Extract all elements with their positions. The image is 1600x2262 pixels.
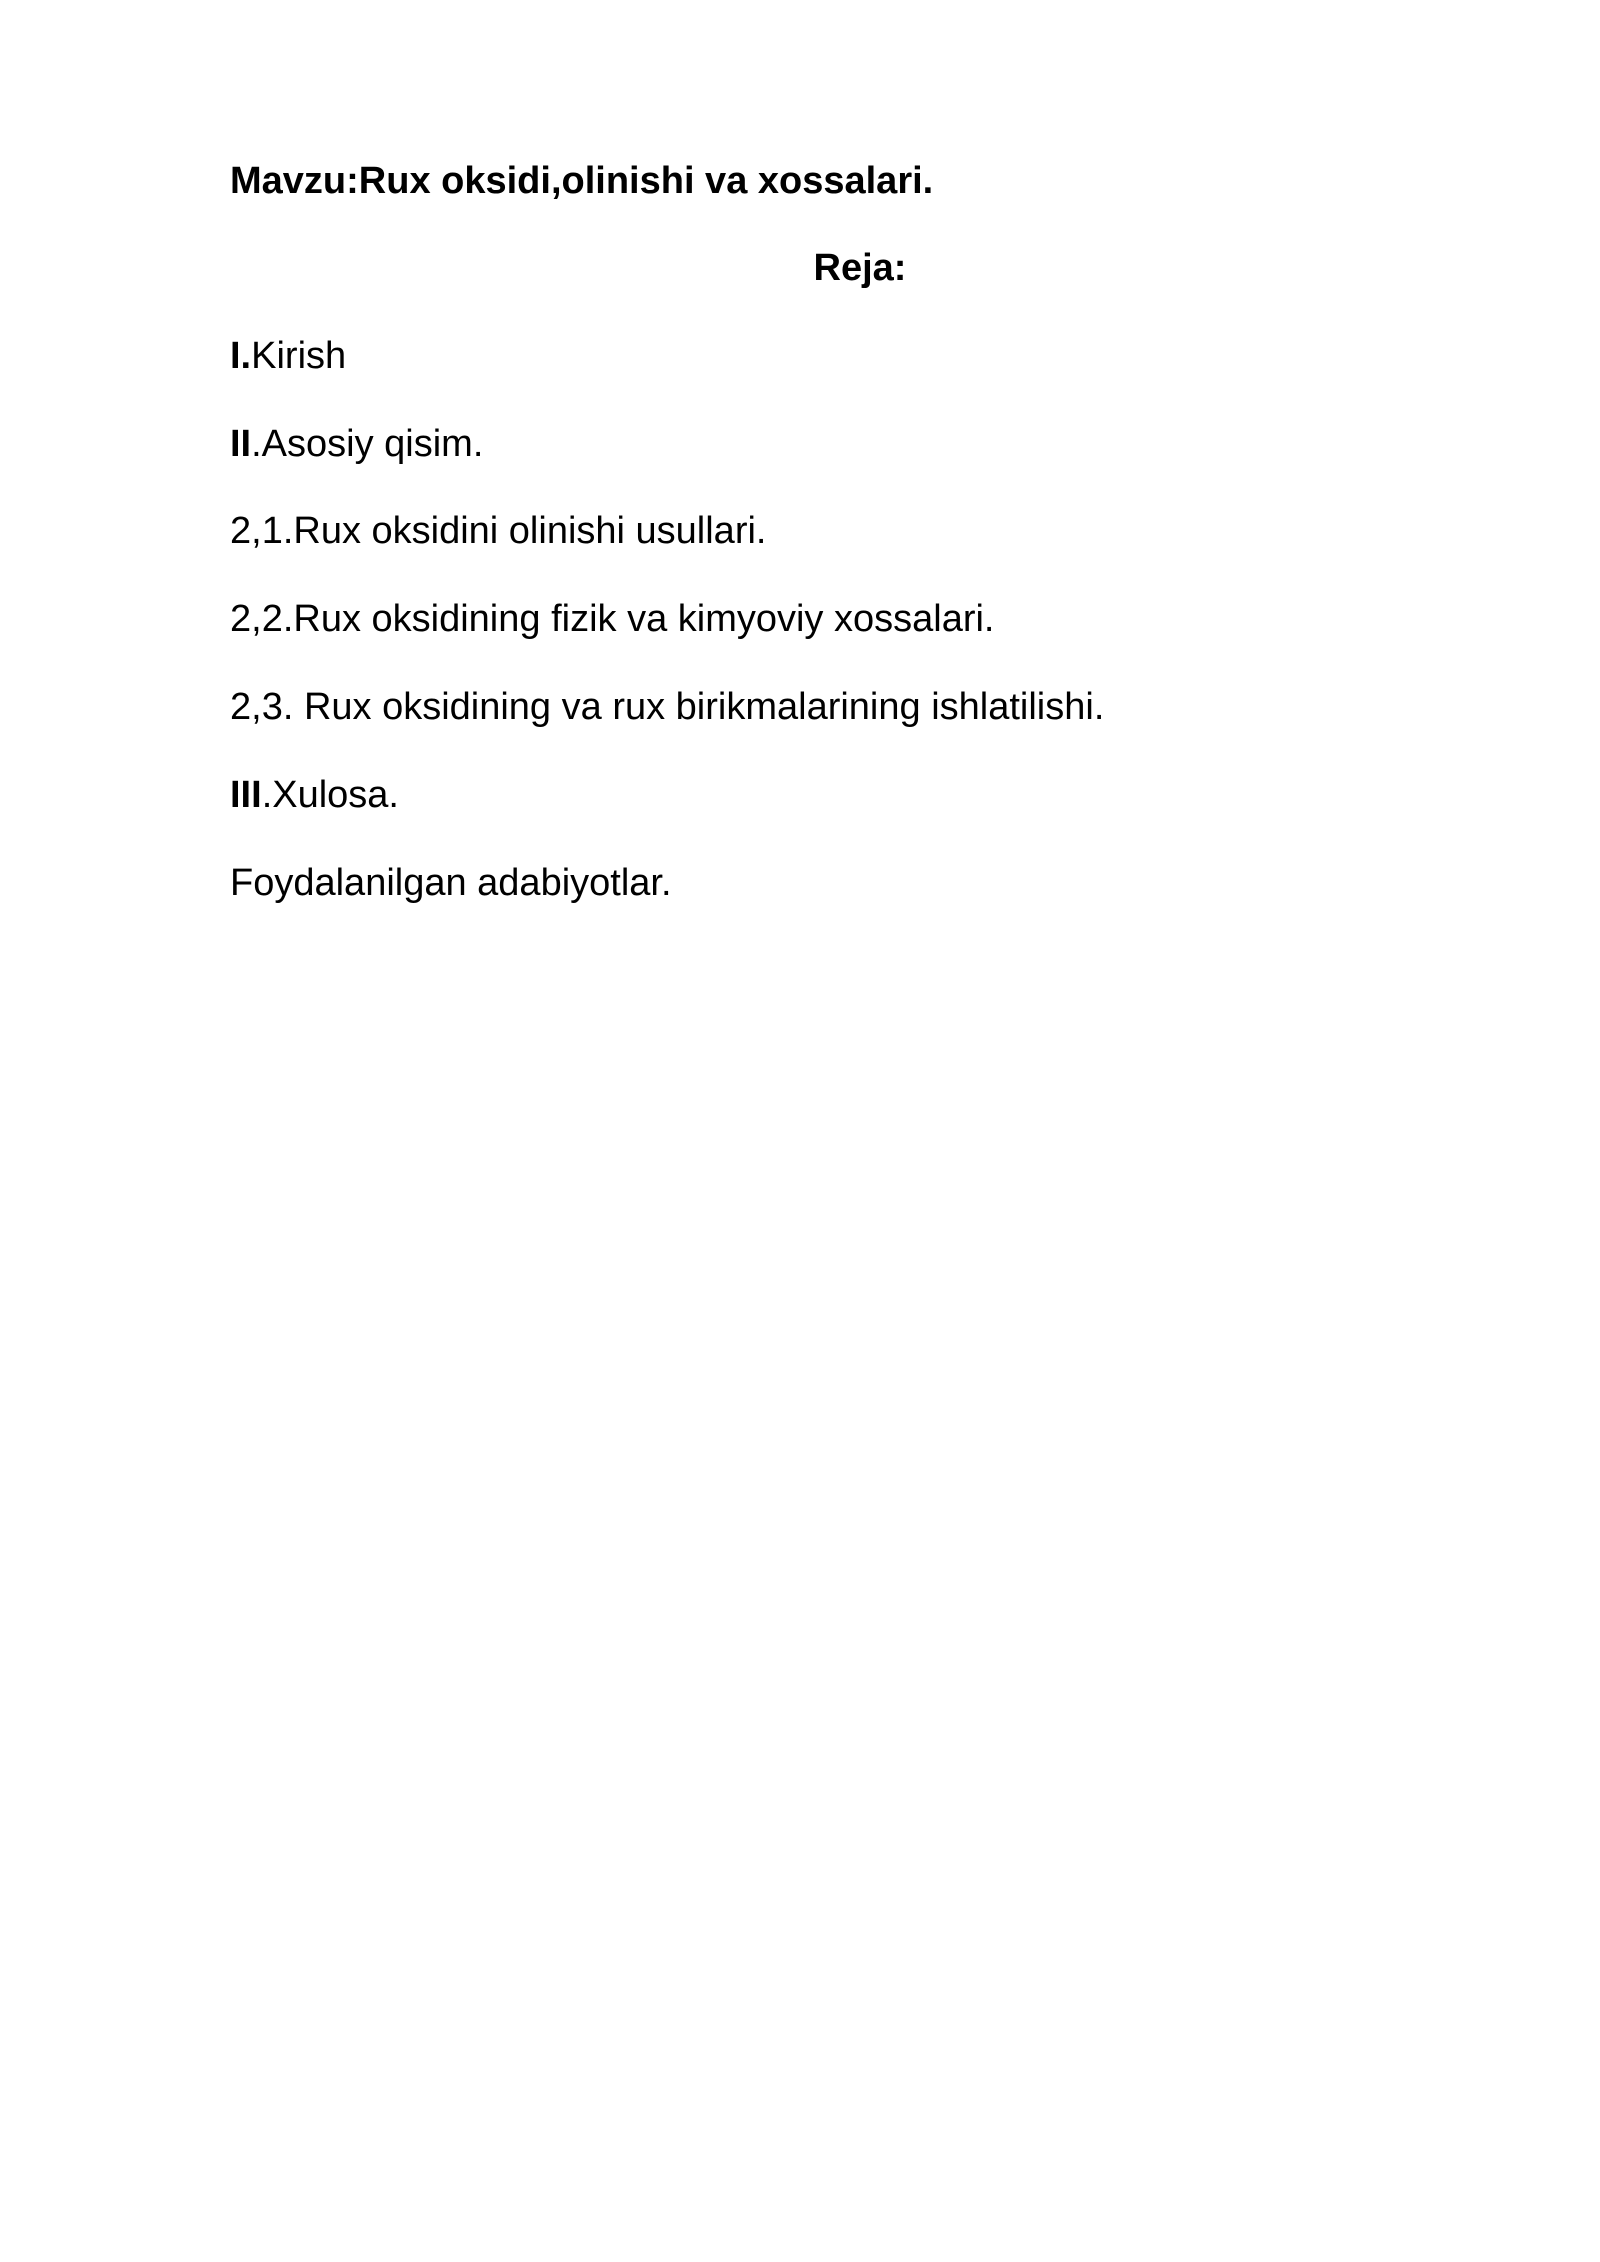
plan-item-main [230, 420, 483, 468]
plan-item-references: Foydalanilgan adabiyotlar. [230, 862, 672, 904]
plan-item-conclusion [230, 771, 399, 819]
plan-item-text: .Asosiy qisim. [251, 423, 484, 465]
plan-item-intro [230, 332, 346, 380]
plan-item-text: .Xulosa. [261, 774, 399, 816]
plan-subitem-2-2: 2,2.Rux oksidining fizik va kimyoviy xossalari. [230, 598, 995, 640]
plan-heading: Reja: [813, 247, 907, 289]
plan-item-numeral: III [230, 774, 262, 816]
plan-subitem-2-1: 2,1.Rux oksidini olinishi usullari. [230, 510, 767, 552]
plan-item-numeral: I. [230, 335, 252, 377]
document-title: Mavzu:Rux oksidi,olinishi va xossalari. [230, 160, 934, 202]
plan-item-text: Kirish [251, 335, 347, 377]
plan-subitem-2-3: 2,3. Rux oksidining va rux birikmalarining ishlatilishi. [230, 686, 1105, 728]
plan-item-numeral: II [230, 423, 252, 465]
